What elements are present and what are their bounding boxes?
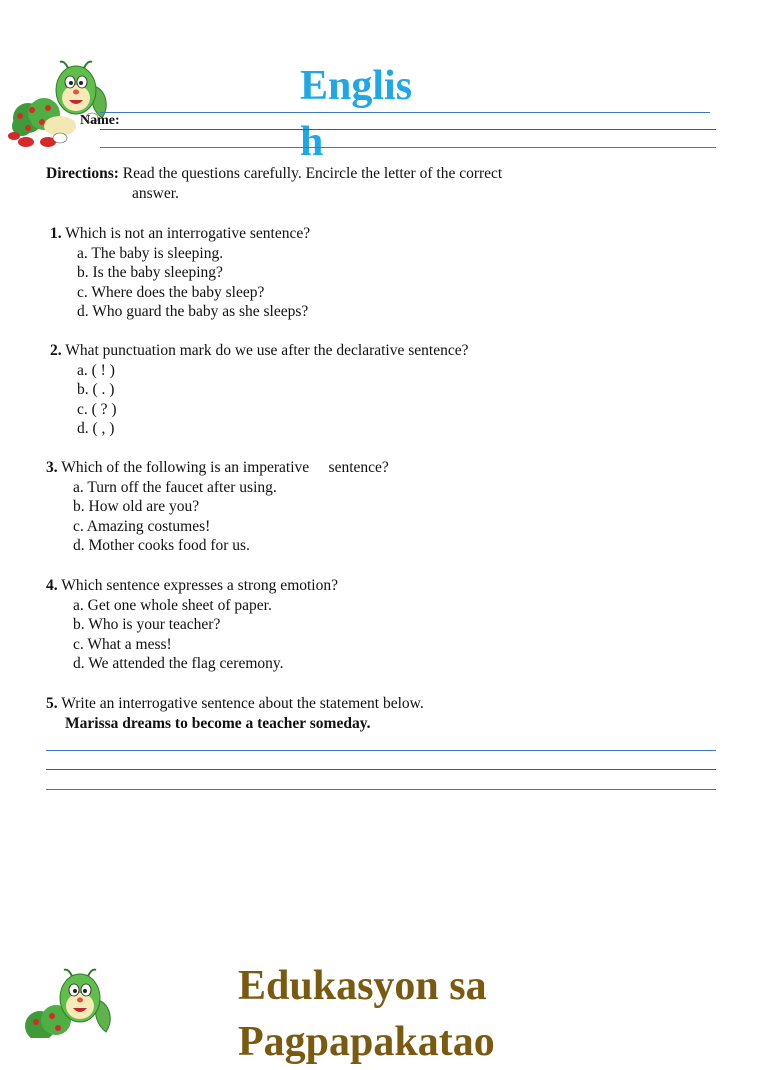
caterpillar-mascot-icon: [2, 56, 114, 152]
option-d: d. Who guard the baby as she sleeps?: [77, 303, 309, 321]
option-c: c. Amazing costumes!: [73, 517, 211, 535]
answer-options: [46, 478, 696, 556]
question-number: 2.: [50, 342, 62, 359]
directions-label: Directions:: [46, 165, 119, 182]
option-b: b. Who is your teacher?: [73, 616, 221, 634]
next-page-title-line1: Edukasyon sa: [238, 963, 487, 1009]
name-line-bottom: [100, 147, 716, 148]
option-c: c. Where does the baby sleep?: [77, 283, 265, 301]
question-3: [46, 458, 696, 556]
answer-options: [50, 244, 700, 322]
option-c: c. What a mess!: [73, 635, 172, 653]
directions-text-line2: answer.: [132, 185, 179, 202]
question-number: 1.: [50, 225, 62, 242]
question-2: [50, 341, 700, 439]
next-page-title: [238, 958, 558, 1070]
question-text: Which is not an interrogative sentence?: [65, 225, 311, 242]
next-page-title-line2: Pagpapakatao: [238, 1019, 495, 1065]
option-b: b. Is the baby sleeping?: [77, 264, 223, 282]
question-1: [50, 224, 700, 322]
question-number: 3.: [46, 459, 58, 476]
answer-line-bottom: [46, 789, 716, 790]
question-text: Write an interrogative sentence about the statement below.: [61, 695, 424, 712]
name-label: Name:: [80, 113, 120, 128]
name-line-middle: [100, 129, 716, 130]
option-a: a. Turn off the faucet after using.: [73, 478, 277, 496]
option-d: d. We attended the flag ceremony.: [73, 655, 284, 673]
subject-title: English: [300, 63, 413, 165]
answer-line-top: [46, 750, 716, 751]
question-5: [46, 694, 696, 733]
option-d: d. Mother cooks food for us.: [73, 537, 250, 555]
answer-options: [46, 596, 696, 674]
question-number: 4.: [46, 577, 58, 594]
directions: [46, 164, 606, 204]
question-text: Which of the following is an imperative sentence?: [61, 459, 389, 476]
question-4: [46, 576, 696, 674]
option-a: a. ( ! ): [77, 361, 115, 379]
question-text: What punctuation mark do we use after the declarative sentence?: [65, 342, 469, 359]
option-c: c. ( ? ): [77, 400, 117, 418]
option-b: b. ( . ): [77, 381, 115, 399]
caterpillar-mascot-icon: [6, 968, 118, 1038]
directions-text-line1: Read the questions carefully. Encircle the letter of the correct: [122, 165, 503, 182]
question-number: 5.: [46, 695, 58, 712]
answer-options: [50, 361, 700, 439]
answer-line-middle: [46, 769, 716, 770]
option-a: a. The baby is sleeping.: [77, 244, 224, 262]
option-b: b. How old are you?: [73, 498, 200, 516]
question-text: Which sentence expresses a strong emotion?: [61, 577, 338, 594]
option-d: d. ( , ): [77, 420, 115, 438]
option-a: a. Get one whole sheet of paper.: [73, 596, 272, 614]
question-statement: Marissa dreams to become a teacher someday.: [65, 714, 371, 732]
name-line-top: [100, 112, 710, 113]
